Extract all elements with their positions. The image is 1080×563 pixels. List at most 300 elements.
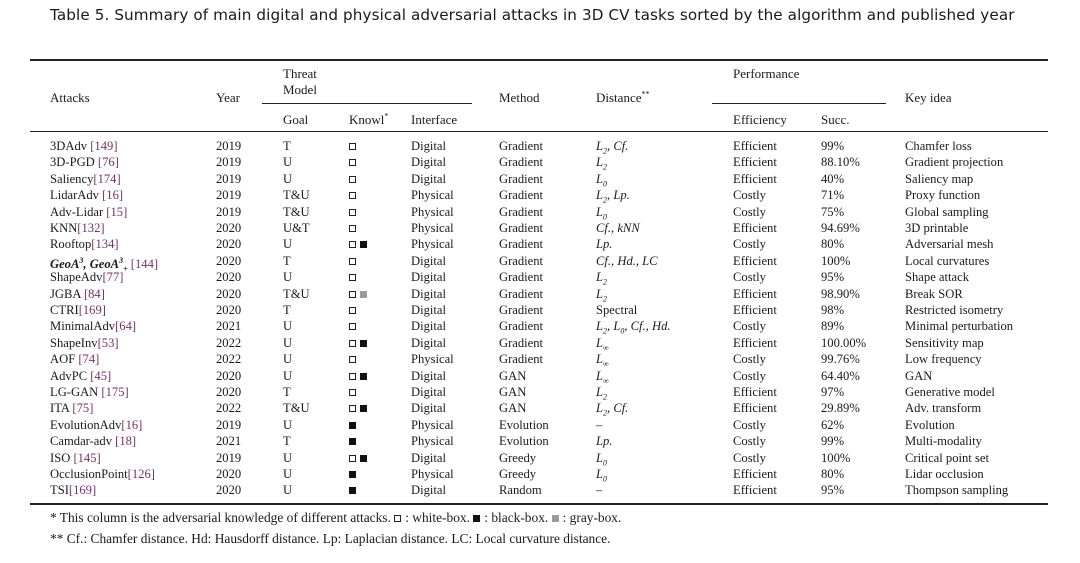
cell-knowledge xyxy=(349,302,360,318)
table-row xyxy=(0,318,1080,334)
cell-interface: Digital xyxy=(411,368,446,383)
cell-attack xyxy=(50,466,155,482)
cell-key-idea: Thompson sampling xyxy=(905,483,1009,498)
white-box-icon xyxy=(349,356,356,363)
cell-success: 71% xyxy=(821,188,845,203)
citation-link[interactable]: [145] xyxy=(70,450,101,465)
attack-name: ISO xyxy=(50,450,71,465)
table-row xyxy=(0,384,1080,400)
cell-goal: U xyxy=(283,467,293,481)
cell-efficiency: Efficient xyxy=(733,253,777,268)
attack-name: LidarAdv xyxy=(50,188,99,203)
cell-interface: Physical xyxy=(411,417,454,432)
cell-goal: T xyxy=(283,303,291,317)
cell-interface: Digital xyxy=(411,171,446,186)
citation-link[interactable]: [77] xyxy=(102,270,124,285)
cell-key-idea: 3D printable xyxy=(905,221,969,235)
cell-success: 98.90% xyxy=(821,286,860,301)
cell-efficiency: Costly xyxy=(733,319,766,334)
attack-name: Adv-Lidar xyxy=(50,204,104,219)
cell-distance: $L_0$ xyxy=(596,467,608,484)
white-box-icon xyxy=(349,323,356,330)
cell-attack xyxy=(50,482,96,498)
citation-link[interactable]: [169] xyxy=(78,303,106,317)
cell-year: 2019 xyxy=(216,155,242,170)
header-knowl-label: Knowl xyxy=(349,112,385,127)
cell-goal: U xyxy=(283,352,293,367)
cell-success: 99.76% xyxy=(821,352,860,367)
cell-success: 88.10% xyxy=(821,155,860,170)
cell-method: Gradient xyxy=(499,171,544,186)
cell-success: 80% xyxy=(821,237,845,252)
cell-goal: U xyxy=(283,417,293,432)
footnote-white-label: : white-box. xyxy=(405,510,474,525)
header-goal: Goal xyxy=(283,112,309,127)
cell-success: 29.89% xyxy=(821,401,860,416)
attack-name: Rooftop xyxy=(50,237,92,252)
attack-name: ITA xyxy=(50,401,70,416)
cell-key-idea: Evolution xyxy=(905,417,955,432)
cell-method: Gradient xyxy=(499,204,544,219)
cell-key-idea: Low frequency xyxy=(905,352,982,367)
cell-interface: Digital xyxy=(411,139,446,153)
cell-key-idea: Multi-modality xyxy=(905,434,982,449)
header-distance xyxy=(596,90,649,106)
header-attacks: Attacks xyxy=(50,90,90,105)
cell-success: 100% xyxy=(821,450,851,465)
cell-success: 100% xyxy=(821,253,851,268)
white-box-icon xyxy=(349,143,356,150)
cell-year: 2022 xyxy=(216,352,242,367)
table-row xyxy=(0,187,1080,203)
footnote-knowledge-text: * This column is the adversarial knowledge of different attacks. xyxy=(50,510,395,525)
cell-interface: Digital xyxy=(411,335,446,350)
cell-efficiency: Costly xyxy=(733,204,766,219)
cell-method: Random xyxy=(499,483,542,498)
cell-goal: T xyxy=(283,434,291,449)
cell-interface: Digital xyxy=(411,303,446,317)
cell-year: 2020 xyxy=(216,270,242,285)
cell-goal: U xyxy=(283,237,293,252)
cell-interface: Physical xyxy=(411,188,454,203)
cell-distance: $L_2$ xyxy=(596,155,608,172)
header-distance-label: Distance xyxy=(596,90,642,105)
attack-name: MinimalAdv xyxy=(50,319,116,334)
cell-interface: Digital xyxy=(411,155,446,170)
cell-efficiency: Efficient xyxy=(733,335,777,350)
cell-key-idea: GAN xyxy=(905,368,933,383)
cell-method: Gradient xyxy=(499,155,544,170)
citation-link[interactable]: [76] xyxy=(94,155,119,170)
cell-key-idea: Adversarial mesh xyxy=(905,237,994,252)
cell-knowledge xyxy=(349,236,371,252)
cell-year: 2020 xyxy=(216,303,242,317)
table-row xyxy=(0,171,1080,187)
black-box-icon xyxy=(360,241,367,248)
header-interface: Interface xyxy=(411,112,458,127)
cell-goal: U xyxy=(283,368,293,383)
cell-knowledge xyxy=(349,368,371,384)
cell-attack xyxy=(50,400,93,416)
cell-efficiency: Costly xyxy=(733,237,766,252)
cell-method: Greedy xyxy=(499,450,537,465)
cell-distance: – xyxy=(596,483,603,498)
cell-goal: T&U xyxy=(283,286,310,301)
cell-success: 89% xyxy=(821,319,845,334)
cell-attack xyxy=(50,417,142,433)
cell-goal: T&U xyxy=(283,188,310,203)
cell-success: 75% xyxy=(821,204,845,219)
cell-distance: $L_\infty$ xyxy=(596,335,609,353)
citation-link[interactable]: [126] xyxy=(127,467,155,481)
cell-goal: T xyxy=(283,139,291,153)
cell-efficiency: Efficient xyxy=(733,286,777,301)
cell-method: Gradient xyxy=(499,188,544,203)
cell-success: 40% xyxy=(821,171,845,186)
white-box-icon xyxy=(349,340,356,347)
table-caption: Table 5. Summary of main digital and physical adversarial attacks in 3D CV tasks sorted by the algorithm and published year xyxy=(50,6,1015,24)
cell-interface: Digital xyxy=(411,319,446,334)
cell-efficiency: Efficient xyxy=(733,155,777,170)
footnote-gray-label: : gray-box. xyxy=(562,510,622,525)
citation-link[interactable]: [144] xyxy=(127,256,159,271)
table-row xyxy=(0,253,1080,274)
attack-name: TSI xyxy=(50,483,69,498)
cell-success: 94.69% xyxy=(821,221,860,235)
cell-interface: Physical xyxy=(411,352,454,367)
cell-knowledge xyxy=(349,450,371,466)
cell-year: 2021 xyxy=(216,434,242,449)
cell-success: 98% xyxy=(821,303,845,317)
footnote-distance: ** Cf.: Chamfer distance. Hd: Hausdorff distance. Lp: Laplacian distance. LC: Local curvature distance. xyxy=(50,531,611,546)
cell-year: 2019 xyxy=(216,171,242,186)
cell-efficiency: Costly xyxy=(733,352,766,367)
attack-name: LG-GAN xyxy=(50,385,99,399)
cell-key-idea: Adv. transform xyxy=(905,401,982,416)
cell-goal: U xyxy=(283,155,293,170)
cell-knowledge xyxy=(349,384,360,400)
cell-knowledge xyxy=(349,171,360,187)
threat-model-underline xyxy=(262,103,472,104)
cell-attack xyxy=(50,351,99,367)
table-row xyxy=(0,286,1080,302)
white-box-icon xyxy=(349,192,356,199)
cell-efficiency: Costly xyxy=(733,450,766,465)
citation-link[interactable]: [53] xyxy=(97,335,119,350)
cell-year: 2019 xyxy=(216,450,242,465)
cell-knowledge xyxy=(349,318,360,334)
cell-knowledge xyxy=(349,400,371,416)
attack-name: GeoA$^3$, GeoA$^3_+$ xyxy=(50,255,128,274)
citation-link[interactable]: [15] xyxy=(103,204,128,219)
cell-interface: Physical xyxy=(411,434,454,449)
header-threat-model-line1: Threat xyxy=(283,66,317,81)
citation-link[interactable]: [134] xyxy=(91,237,119,252)
cell-interface: Digital xyxy=(411,385,446,399)
cell-key-idea: Shape attack xyxy=(905,270,969,285)
cell-method: GAN xyxy=(499,385,527,399)
cell-attack xyxy=(50,138,118,154)
citation-link[interactable]: [74] xyxy=(75,352,100,367)
black-box-icon xyxy=(349,422,356,429)
cell-goal: U xyxy=(283,270,293,285)
cell-method: Gradient xyxy=(499,286,544,301)
cell-interface: Digital xyxy=(411,450,446,465)
cell-knowledge xyxy=(349,204,360,220)
attack-name: JGBA xyxy=(50,286,81,301)
cell-key-idea: Chamfer loss xyxy=(905,139,972,153)
cell-interface: Physical xyxy=(411,467,454,481)
cell-knowledge xyxy=(349,269,360,285)
cell-attack xyxy=(50,286,105,302)
cell-efficiency: Costly xyxy=(733,270,766,285)
bottom-rule xyxy=(30,503,1048,505)
cell-attack xyxy=(50,236,119,252)
table-row xyxy=(0,400,1080,416)
cell-year: 2020 xyxy=(216,385,242,399)
cell-distance: – xyxy=(596,417,603,432)
cell-method: Gradient xyxy=(499,270,544,285)
cell-key-idea: Proxy function xyxy=(905,188,981,203)
cell-efficiency: Efficient xyxy=(733,303,777,317)
cell-goal: U xyxy=(283,450,293,465)
cell-year: 2020 xyxy=(216,237,242,252)
cell-attack xyxy=(50,433,136,449)
white-box-icon xyxy=(349,258,356,265)
citation-link[interactable]: [132] xyxy=(77,221,105,235)
attack-name: ShapeAdv xyxy=(50,270,103,285)
cell-year: 2020 xyxy=(216,467,242,481)
white-box-icon xyxy=(349,455,356,462)
white-box-icon xyxy=(349,307,356,314)
cell-key-idea: Lidar occlusion xyxy=(905,467,984,481)
cell-success: 95% xyxy=(821,270,845,285)
citation-link[interactable]: [149] xyxy=(87,139,118,153)
cell-knowledge xyxy=(349,466,360,482)
cell-attack xyxy=(50,204,127,220)
header-knowl-mark: * xyxy=(384,111,389,121)
black-box-icon xyxy=(349,471,356,478)
cell-year: 2019 xyxy=(216,417,242,432)
white-box-icon xyxy=(349,176,356,183)
white-box-icon xyxy=(349,405,356,412)
cell-key-idea: Saliency map xyxy=(905,171,974,186)
cell-knowledge xyxy=(349,335,371,351)
cell-knowledge xyxy=(349,417,360,433)
header-method: Method xyxy=(499,90,540,105)
cell-efficiency: Efficient xyxy=(733,221,777,235)
citation-link[interactable]: [45] xyxy=(87,368,112,383)
attack-name: Saliency xyxy=(50,171,94,186)
header-rule xyxy=(30,131,1048,132)
citation-link[interactable]: [18] xyxy=(112,434,137,449)
cell-interface: Digital xyxy=(411,253,446,268)
cell-goal: U xyxy=(283,319,293,334)
cell-method: Gradient xyxy=(499,335,544,350)
cell-distance: $L_2$ xyxy=(596,270,608,287)
cell-efficiency: Efficient xyxy=(733,401,777,416)
header-efficiency: Efficiency xyxy=(733,112,787,127)
cell-attack xyxy=(50,384,129,400)
cell-knowledge xyxy=(349,433,360,449)
cell-knowledge xyxy=(349,220,360,236)
cell-year: 2020 xyxy=(216,221,242,235)
cell-knowledge xyxy=(349,253,360,269)
cell-goal: U xyxy=(283,483,293,498)
cell-efficiency: Efficient xyxy=(733,139,777,153)
cell-attack xyxy=(50,450,101,466)
white-box-icon xyxy=(349,209,356,216)
white-box-icon xyxy=(349,274,356,281)
cell-success: 99% xyxy=(821,139,845,153)
cell-distance: Cf., Hd., LC xyxy=(596,253,658,268)
cell-distance: Lp. xyxy=(596,434,613,449)
cell-distance: $L_\infty$ xyxy=(596,368,609,386)
white-box-icon xyxy=(349,291,356,298)
cell-distance: $L_0$ xyxy=(596,450,608,468)
cell-efficiency: Costly xyxy=(733,434,766,449)
table-row xyxy=(0,482,1080,498)
table-row xyxy=(0,417,1080,433)
cell-attack xyxy=(50,368,111,384)
cell-goal: U xyxy=(283,335,293,350)
cell-method: Gradient xyxy=(499,237,544,252)
top-rule xyxy=(30,59,1048,61)
cell-efficiency: Efficient xyxy=(733,467,777,481)
header-performance: Performance xyxy=(733,66,800,81)
cell-method: Evolution xyxy=(499,434,549,449)
header-distance-mark: ** xyxy=(641,89,650,99)
cell-attack xyxy=(50,187,123,203)
citation-link[interactable]: [175] xyxy=(98,385,129,399)
cell-efficiency: Costly xyxy=(733,368,766,383)
cell-method: Gradient xyxy=(499,253,544,268)
cell-method: Evolution xyxy=(499,417,549,432)
cell-key-idea: Minimal perturbation xyxy=(905,319,1014,334)
cell-interface: Digital xyxy=(411,401,446,416)
cell-distance: $L_0$ xyxy=(596,171,608,189)
citation-link[interactable]: [16] xyxy=(121,417,143,432)
cell-method: Greedy xyxy=(499,467,537,481)
cell-distance: Lp. xyxy=(596,237,613,252)
cell-method: Gradient xyxy=(499,221,544,235)
cell-interface: Digital xyxy=(411,270,446,285)
black-box-icon xyxy=(360,373,367,380)
cell-goal: T&U xyxy=(283,204,310,219)
cell-goal: T&U xyxy=(283,401,310,416)
cell-success: 95% xyxy=(821,483,845,498)
table-row xyxy=(0,269,1080,285)
cell-goal: U&T xyxy=(283,221,310,235)
cell-efficiency: Efficient xyxy=(733,171,777,186)
citation-link[interactable]: [64] xyxy=(115,319,137,334)
white-box-icon xyxy=(349,389,356,396)
cell-method: GAN xyxy=(499,368,527,383)
cell-year: 2020 xyxy=(216,286,242,301)
citation-link[interactable]: [84] xyxy=(80,286,105,301)
cell-distance: Spectral xyxy=(596,303,638,317)
cell-year: 2019 xyxy=(216,188,242,203)
citation-link[interactable]: [75] xyxy=(69,401,94,416)
cell-efficiency: Efficient xyxy=(733,483,777,498)
cell-attack xyxy=(50,171,121,187)
attack-name: CTRI xyxy=(50,303,79,317)
cell-knowledge xyxy=(349,154,360,170)
white-box-icon xyxy=(394,515,401,522)
cell-method: Gradient xyxy=(499,352,544,367)
table-row xyxy=(0,368,1080,384)
cell-key-idea: Restricted isometry xyxy=(905,303,1004,317)
cell-key-idea: Gradient projection xyxy=(905,155,1004,170)
citation-link[interactable]: [16] xyxy=(98,188,124,203)
header-year: Year xyxy=(216,90,240,105)
table-row xyxy=(0,302,1080,318)
cell-year: 2019 xyxy=(216,204,242,219)
cell-knowledge xyxy=(349,482,360,498)
cell-attack xyxy=(50,302,106,318)
cell-year: 2020 xyxy=(216,253,242,268)
white-box-icon xyxy=(349,241,356,248)
white-box-icon xyxy=(349,225,356,232)
cell-interface: Digital xyxy=(411,483,446,498)
black-box-icon xyxy=(360,340,367,347)
cell-distance: $L_2$, Cf. xyxy=(596,401,629,418)
white-box-icon xyxy=(349,373,356,380)
table-row xyxy=(0,154,1080,170)
cell-distance: $L_2$ xyxy=(596,286,608,304)
cell-attack xyxy=(50,220,105,236)
attack-name: OcclusionPoint xyxy=(50,467,128,481)
cell-distance: $L_\infty$ xyxy=(596,352,609,369)
cell-efficiency: Efficient xyxy=(733,385,777,399)
cell-knowledge xyxy=(349,286,371,302)
cell-interface: Physical xyxy=(411,237,454,252)
cell-year: 2019 xyxy=(216,139,242,153)
cell-method: Gradient xyxy=(499,319,544,334)
cell-year: 2020 xyxy=(216,368,242,383)
gray-box-icon xyxy=(360,291,367,298)
cell-year: 2020 xyxy=(216,483,242,498)
cell-attack xyxy=(50,269,123,285)
attack-name: AdvPC xyxy=(50,368,88,383)
attack-name: AOF xyxy=(50,352,76,367)
citation-link[interactable]: [174] xyxy=(93,171,121,186)
table-row xyxy=(0,335,1080,351)
cell-method: Gradient xyxy=(499,139,544,153)
table-row xyxy=(0,220,1080,236)
white-box-icon xyxy=(349,159,356,166)
cell-key-idea: Global sampling xyxy=(905,204,989,219)
cell-year: 2022 xyxy=(216,401,242,416)
gray-box-icon xyxy=(552,515,559,522)
cell-interface: Physical xyxy=(411,221,454,235)
black-box-icon xyxy=(349,487,356,494)
cell-knowledge xyxy=(349,138,360,154)
cell-efficiency: Costly xyxy=(733,417,766,432)
header-threat-model-line2: Model xyxy=(283,82,317,97)
cell-method: GAN xyxy=(499,401,527,416)
black-box-icon xyxy=(473,515,480,522)
attack-name: Camdar-adv xyxy=(50,434,112,449)
footnote-knowledge xyxy=(50,510,621,526)
table-row xyxy=(0,466,1080,482)
cell-distance: Cf., kNN xyxy=(596,221,640,235)
table-row xyxy=(0,236,1080,252)
citation-link[interactable]: [169] xyxy=(68,483,97,498)
header-knowl xyxy=(349,112,388,128)
cell-distance: $L_2$, Lp. xyxy=(596,188,630,205)
cell-success: 97% xyxy=(821,385,845,399)
